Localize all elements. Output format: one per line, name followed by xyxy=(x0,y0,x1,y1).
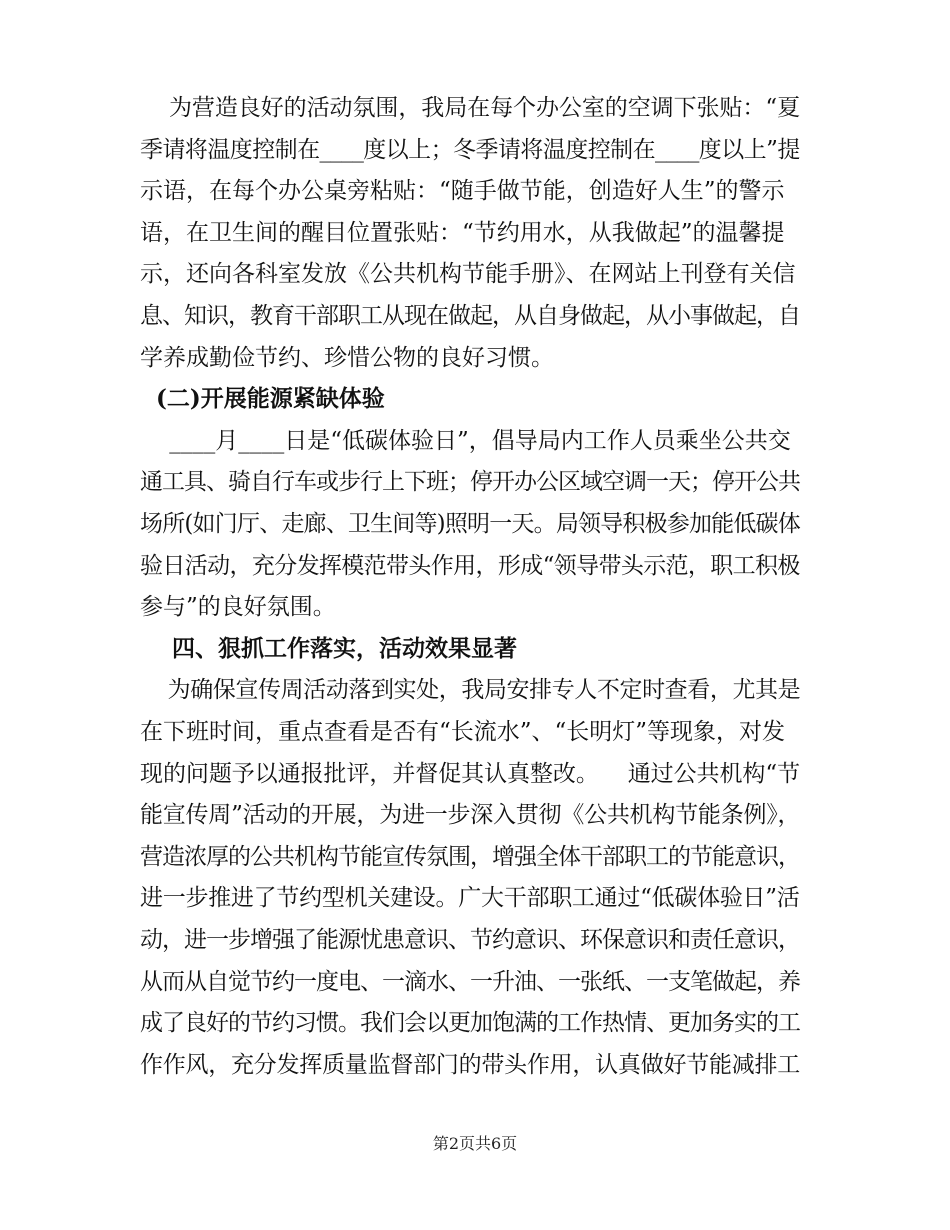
paragraph-line: 营造浓厚的公共机构节能宣传氛围，增强全体干部职工的节能意识， xyxy=(140,843,800,870)
paragraph-line: 在下班时间，重点查看是否有“长流水”、“长明灯”等现象，对发 xyxy=(140,719,786,745)
paragraph-line: 为营造良好的活动氛围，我局在每个办公室的空调下张贴：“夏 xyxy=(140,95,801,121)
paragraph-line: ____月____日是“低碳体验日”，倡导局内工作人员乘坐公共交 xyxy=(140,427,791,454)
paragraph-line: 作作风，充分发挥质量监督部门的带头作用，认真做好节能减排工 xyxy=(140,1051,800,1078)
paragraph-line: 进一步推进了节约型机关建设。广大干部职工通过“低碳体验日”活 xyxy=(140,885,800,912)
page-number: 第2页共6页 xyxy=(432,1134,518,1153)
section-heading: (二)开展能源紧缺体验 xyxy=(140,385,385,413)
paragraph-line: 语，在卫生间的醒目位置张贴：“节约用水，从我做起”的温馨提 xyxy=(140,219,785,246)
paragraph-line: 为确保宣传周活动落到实处，我局安排专人不定时查看，尤其是 xyxy=(140,677,801,704)
paragraph-line: 动，进一步增强了能源忧患意识、节约意识、环保意识和责任意识， xyxy=(140,927,800,953)
paragraph-line: 示，还向各科室发放《公共机构节能手册》、在网站上刊登有关信 xyxy=(140,261,796,288)
paragraph-line: 成了良好的节约习惯。我们会以更加饱满的工作热情、更加务实的工 xyxy=(140,1010,800,1037)
paragraph-line: 能宣传周”活动的开展，为进一步深入贯彻《公共机构节能条例》， xyxy=(140,802,801,829)
paragraph-line: 学养成勤俭节约、珍惜公物的良好习惯。 xyxy=(140,344,554,371)
paragraph-line: 验日活动，充分发挥模范带头作用，形成“领导带头示范，职工积极 xyxy=(140,552,800,579)
paragraph-line: 场所(如门厅、走廊、卫生间等)照明一天。局领导积极参加能低碳体 xyxy=(140,511,800,537)
paragraph-line: 示语，在每个办公桌旁粘贴：“随手做节能，创造好人生”的警示 xyxy=(140,178,785,205)
paragraph-line: 现的问题予以通报批评，并督促其认真整改。 通过公共机构“节 xyxy=(140,760,801,787)
paragraph-line: 参与”的良好氛围。 xyxy=(140,594,336,621)
paragraph-line: 从而从自觉节约一度电、一滴水、一升油、一张纸、一支笔做起，养 xyxy=(140,968,800,995)
section-heading: 四、狠抓工作落实，活动效果显著 xyxy=(140,634,518,662)
paragraph-line: 通工具、骑自行车或步行上下班；停开办公区域空调一天；停开公共 xyxy=(140,469,800,496)
paragraph-line: 息、知识，教育干部职工从现在做起，从自身做起，从小事做起，自 xyxy=(140,303,800,329)
paragraph-line: 季请将温度控制在____度以上；冬季请将温度控制在____度以上”提 xyxy=(140,136,800,163)
